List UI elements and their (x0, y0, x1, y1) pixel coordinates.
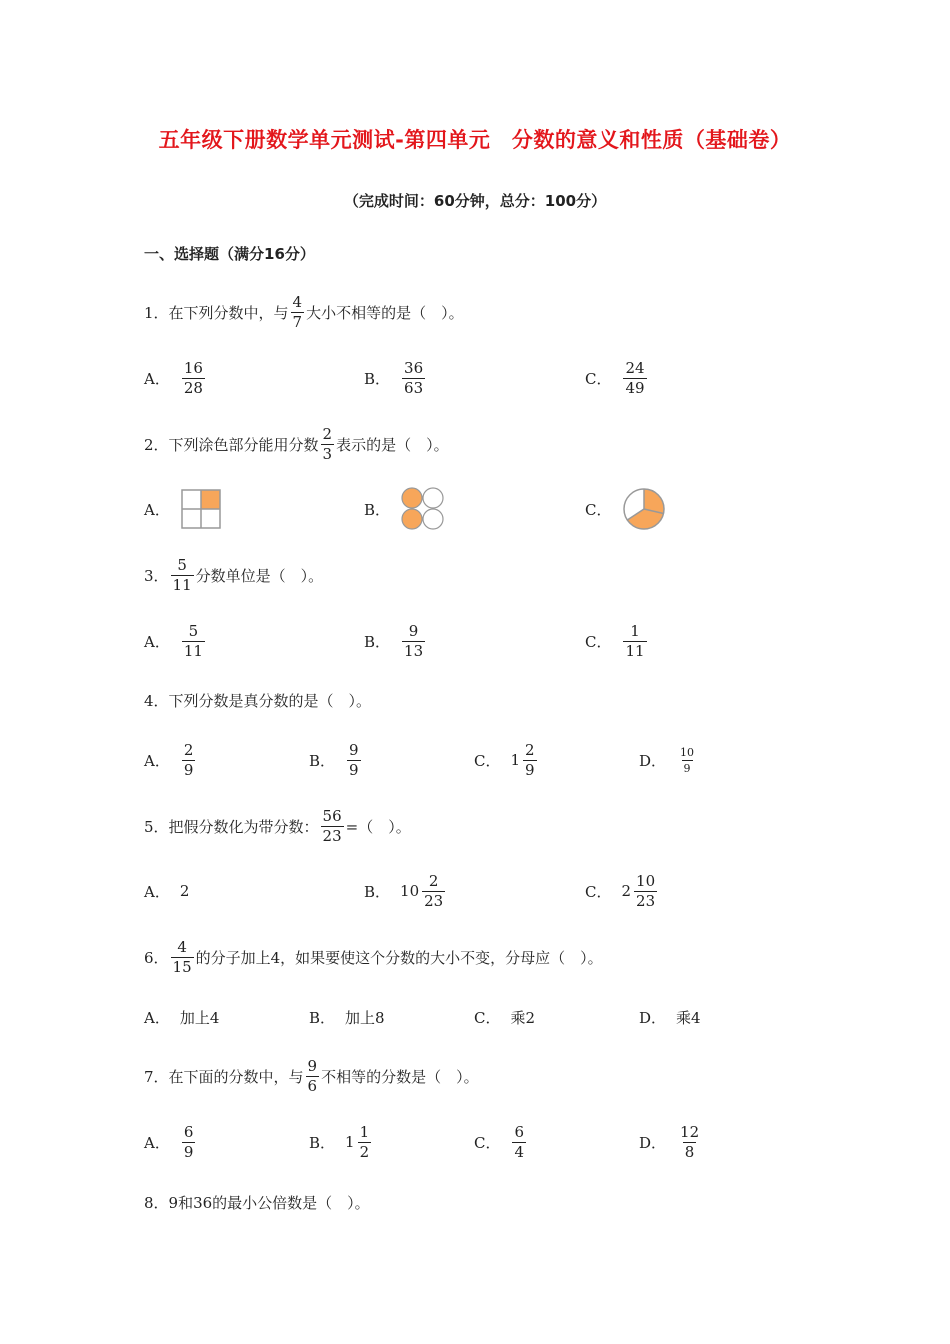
page-title: 五年级下册数学单元测试-第四单元 分数的意义和性质（基础卷） (158, 128, 792, 152)
fraction: $\frac{10}{9}$ (680, 745, 695, 775)
question-number: 3． (144, 566, 169, 585)
option-b[interactable]: B． 10 $\frac{2}{23}$ (364, 871, 444, 910)
fraction: $\frac{2}{23}$ (424, 871, 444, 910)
option-c[interactable]: C． $\frac{6}{4}$ (474, 1122, 525, 1161)
question-7 (144, 1054, 479, 1098)
question-4: 4．下列分数是真分数的是（ ）。 (144, 691, 372, 710)
fraction: $\frac{36}{63}$ (404, 358, 424, 397)
question-text: 的分子加上4，如果要使这个分数的大小不变，分母应（ ）。 (195, 948, 603, 967)
option-d[interactable]: D． $\frac{10}{9}$ (639, 745, 695, 775)
fraction: $\frac{1}{2}$ (359, 1122, 370, 1161)
question-2 (144, 422, 449, 466)
question-text: 5．把假分数化为带分数： (144, 817, 319, 836)
option-c[interactable]: C． $\frac{24}{49}$ (585, 358, 645, 397)
fraction: $\frac{1}{11}$ (625, 621, 645, 660)
fraction: $\frac{56}{23}$ (322, 806, 342, 845)
question-8: 8．9和36的最小公倍数是（ ）。 (144, 1193, 370, 1212)
fraction: $\frac{10}{23}$ (636, 871, 656, 910)
question-text: 大小不相等的是（ ）。 (306, 303, 464, 322)
fraction: $\frac{2}{3}$ (322, 424, 333, 463)
option-c[interactable]: C． 乘2 (474, 1008, 536, 1027)
fraction: $\frac{24}{49}$ (625, 358, 645, 397)
option-a[interactable]: A． $\frac{16}{28}$ (144, 358, 203, 397)
option-b[interactable]: B． $\frac{9}{13}$ (364, 621, 424, 660)
fraction: $\frac{4}{7}$ (292, 292, 303, 331)
section-heading: 一、选择题（满分16分） (144, 245, 315, 263)
option-a[interactable]: A． 2 (144, 882, 190, 901)
fraction: $\frac{6}{4}$ (514, 1122, 525, 1161)
question-number: 6． (144, 948, 169, 967)
option-a[interactable]: A． $\frac{2}{9}$ (144, 740, 194, 779)
option-a[interactable]: A． $\frac{6}{9}$ (144, 1122, 194, 1161)
option-d[interactable]: D． 乘4 (639, 1008, 701, 1027)
fraction: $\frac{5}{11}$ (172, 555, 192, 594)
fraction: $\frac{2}{9}$ (183, 740, 194, 779)
fraction: $\frac{5}{11}$ (183, 621, 203, 660)
question-text: 表示的是（ ）。 (336, 435, 449, 454)
question-text: 分数单位是（ ）。 (195, 566, 324, 585)
fraction: $\frac{4}{15}$ (172, 937, 192, 976)
fraction: $\frac{2}{9}$ (525, 740, 535, 779)
option-c[interactable]: C． (585, 487, 667, 531)
question-text: 7．在下面的分数中，与 (144, 1067, 304, 1086)
question-text: 2．下列涂色部分能用分数 (144, 435, 319, 454)
option-b[interactable]: B． $\frac{9}{9}$ (309, 740, 359, 779)
question-text: =（ ）。 (345, 817, 411, 836)
fraction: $\frac{16}{28}$ (183, 358, 203, 397)
option-a[interactable]: A． 加上4 (144, 1008, 220, 1027)
fraction: $\frac{6}{9}$ (183, 1122, 194, 1161)
exam-info: （完成时间：60分钟，总分：100分） (343, 192, 607, 210)
question-3 (144, 553, 323, 597)
option-b[interactable]: B． 加上8 (309, 1008, 385, 1027)
option-b[interactable]: B． 1 $\frac{1}{2}$ (309, 1122, 370, 1161)
option-b[interactable]: B． (364, 487, 446, 531)
question-text: 不相等的分数是（ ）。 (321, 1067, 479, 1086)
question-5 (144, 804, 411, 848)
option-a[interactable]: A． (144, 487, 222, 531)
option-c[interactable]: C． 1 $\frac{2}{9}$ (474, 740, 535, 779)
option-d[interactable]: D． $\frac{12}{8}$ (639, 1122, 700, 1161)
question-1 (144, 290, 464, 334)
square-quarters-diagram (180, 488, 222, 530)
fraction: $\frac{9}{6}$ (307, 1056, 318, 1095)
four-circles-diagram (400, 486, 446, 532)
question-text: 1．在下列分数中，与 (144, 303, 289, 322)
option-b[interactable]: B． $\frac{36}{63}$ (364, 358, 424, 397)
option-c[interactable]: C． 2 $\frac{10}{23}$ (585, 871, 656, 910)
fraction: $\frac{9}{9}$ (349, 740, 359, 779)
pie-thirds-diagram (621, 486, 667, 532)
option-a[interactable]: A． $\frac{5}{11}$ (144, 621, 203, 660)
fraction: $\frac{9}{13}$ (404, 621, 424, 660)
option-c[interactable]: C． $\frac{1}{11}$ (585, 621, 645, 660)
fraction: $\frac{12}{8}$ (680, 1122, 700, 1161)
question-6 (144, 935, 603, 979)
